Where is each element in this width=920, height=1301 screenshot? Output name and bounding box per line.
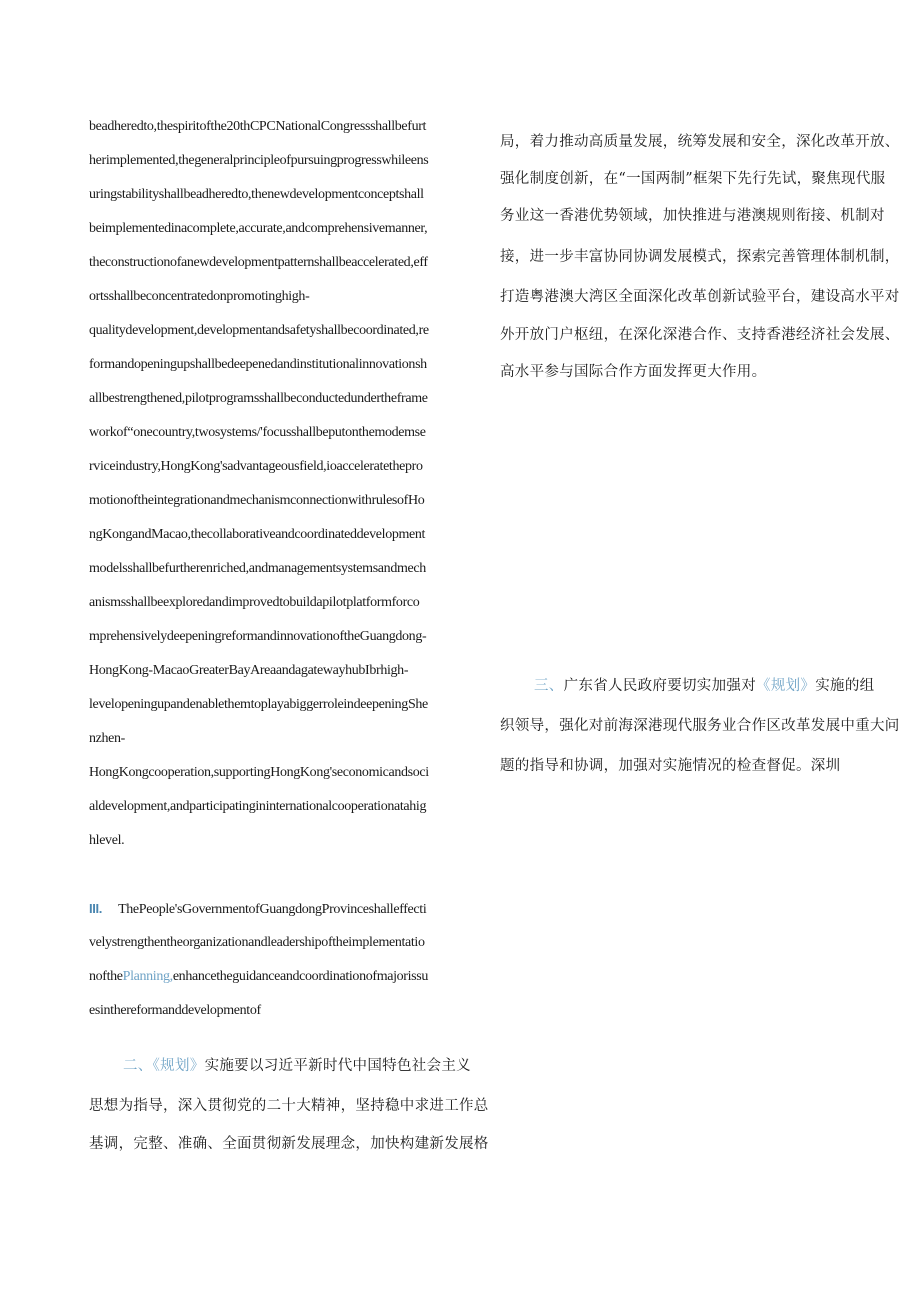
planning-reference: Planning, [122, 969, 173, 984]
section-heading-accent: 三、 [534, 678, 564, 694]
text-segment: 广东省人民政府要切实加强对 [563, 678, 757, 694]
planning-reference: 《规划》 [756, 678, 816, 694]
text-line: beimplementedinacomplete,accurate,andcomprehensivemanner, [89, 221, 428, 236]
section-heading-accent: 二、《规划》 [123, 1058, 205, 1074]
text-line: esinthereformanddevelopmentof [89, 1003, 261, 1018]
text-line: beadheredto,thespiritofthe20thCPCNationalCongressshallbefurt [89, 119, 427, 134]
text-line: 局，着力推动高质量发展，统筹发展和安全，深化改革开放、 [500, 134, 900, 150]
text-line: mprehensivelydeepeningreformandinnovationoftheGuangdong- [89, 629, 427, 644]
text-segment: 实施要以习近平新时代中国特色社会主义 [204, 1058, 471, 1074]
text-line: 题的指导和协调，加强对实施情况的检查督促。深圳 [500, 758, 841, 774]
text-line: nzhen- [89, 731, 125, 746]
text-line: workof“onecountry,twosystems/'focusshallbeputonthemodemse [89, 425, 426, 440]
text-line: HongKong-MacaoGreaterBayAreaandagatewayhubIbrhigh- [89, 663, 409, 678]
text-line: 打造粤港澳大湾区全面深化改革创新试验平台，建设高水平对 [500, 289, 900, 305]
text-line: 高水平参与国际合作方面发挥更大作用。 [500, 364, 767, 380]
text-segment: nofthe [89, 969, 123, 984]
text-line: modelsshallbefurtherenriched,andmanagementsystemsandmech [89, 561, 426, 576]
text-line: ngKongandMacao,thecollaborativeandcoordinateddevelopment [89, 527, 426, 542]
text-line [534, 668, 874, 704]
text-line: 思想为指导，深入贯彻党的二十大精神，坚持稳中求进工作总 [89, 1098, 489, 1114]
text-line: qualitydevelopment,developmentandsafetyshallbecoordinated,re [89, 323, 429, 338]
text-line: herimplemented,thegeneralprincipleofpursuingprogresswhileens [89, 153, 429, 168]
text-line: 外开放门户枢纽，在深化深港合作、支持香港经济社会发展、 [500, 327, 900, 343]
text-line: rviceindustry,HongKong'sadvantageousfield,ioacceleratethepro [89, 459, 423, 474]
text-line: 基调，完整、准确、全面贯彻新发展理念，加快构建新发展格 [89, 1136, 489, 1152]
text-line: uringstabilityshallbeadheredto,thenewdevelopmentconceptshall [89, 187, 424, 202]
text-line: allbestrengthened,pilotprogramsshallbeconductedundertheframe [89, 391, 428, 406]
text-line: formandopeningupshallbedeepenedandinstitutionalinnovationsh [89, 357, 427, 372]
text-line: 务业这一香港优势领域，加快推进与港澳规则衔接、机制对 [500, 208, 885, 224]
text-line [123, 1048, 471, 1084]
text-line: HongKongcooperation,supportingHongKong'seconomicandsoci [89, 765, 429, 780]
text-segment: enhancetheguidanceandcoordinationofmajorissu [172, 969, 428, 984]
text-line: ortsshallbeconcentratedonpromotinghigh- [89, 289, 310, 304]
text-line: hlevel. [89, 833, 125, 848]
text-line: 强化制度创新，在“一国两制”框架下先行先试，聚焦现代服 [500, 171, 886, 187]
text-line: 织领导，强化对前海深港现代服务业合作区改革发展中重大问 [500, 718, 900, 734]
text-line: aldevelopment,andparticipatingininternationalcooperationatahig [89, 799, 427, 814]
text-line: velystrengthentheorganizationandleadershipoftheimplementatio [89, 935, 425, 950]
text-line [89, 892, 487, 926]
text-segment: ThePeople'sGovernmentofGuangdongProvinceshalleffecti [118, 902, 427, 917]
text-line: anismsshallbeexploredandimprovedtobuildapilotplatformforco [89, 595, 420, 610]
section-numeral: III. [89, 901, 103, 916]
text-segment: 实施的组 [815, 678, 875, 694]
text-line: motionoftheintegrationandmechanismconnectionwithrulesofHo [89, 493, 425, 508]
text-line [89, 960, 487, 994]
text-line: levelopeningupandenablethemtoplayabiggerroleindeepeningShe [89, 697, 428, 712]
text-line: theconstructionofanewdevelopmentpatternshallbeaccelerated,eff [89, 255, 428, 270]
text-line: 接，进一步丰富协同协调发展模式，探索完善管理体制机制， [500, 249, 900, 265]
